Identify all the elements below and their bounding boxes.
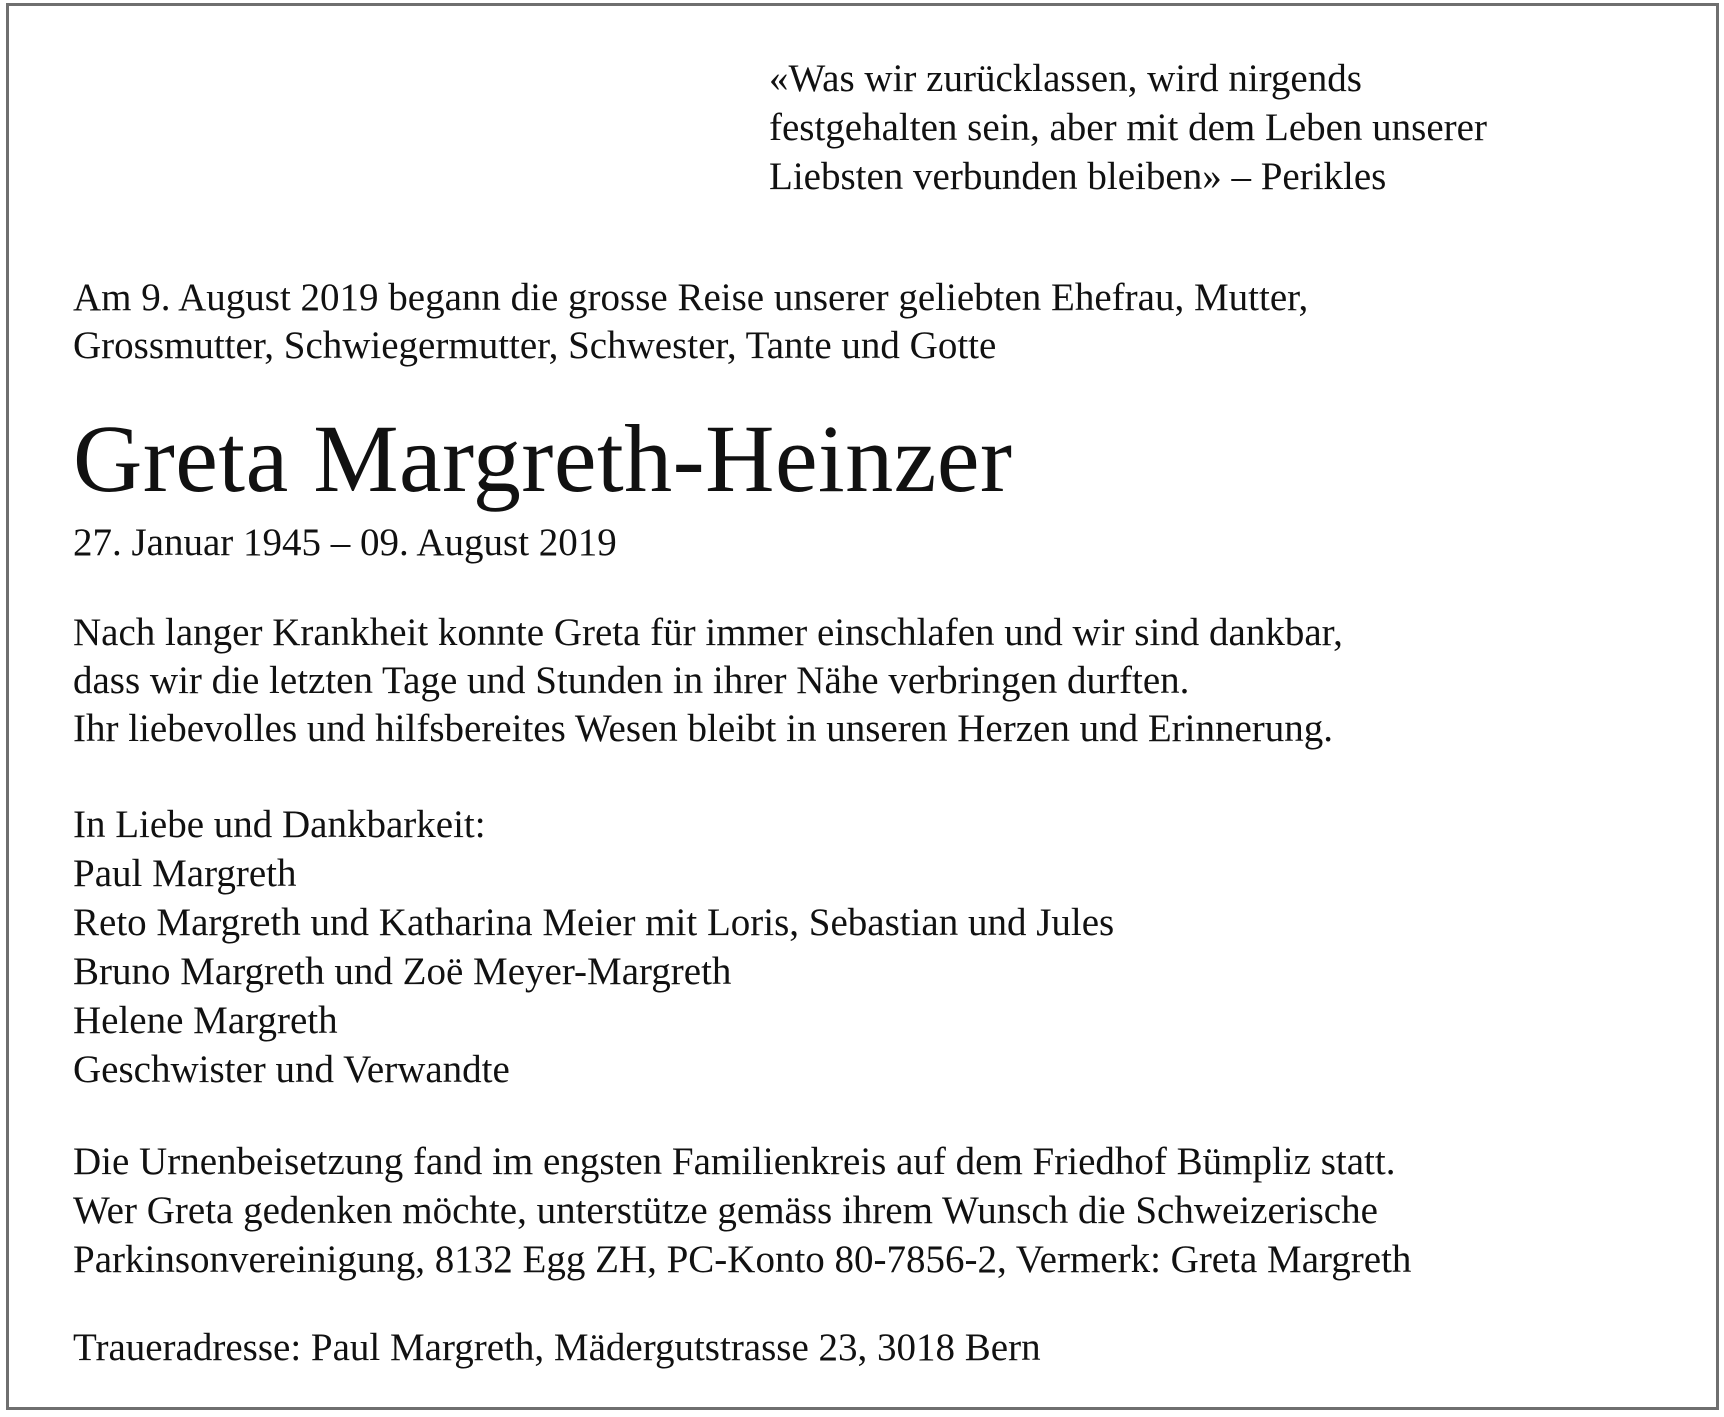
mourner-name: Geschwister und Verwandte	[73, 1048, 510, 1091]
burial-line: Die Urnenbeisetzung fand im engsten Familienkreis auf dem Friedhof Bümpliz statt.	[73, 1140, 1396, 1183]
mourner-name: Helene Margreth	[73, 999, 338, 1042]
mourner-name: Paul Margreth	[73, 852, 297, 895]
life-dates: 27. Januar 1945 – 09. August 2019	[73, 521, 617, 564]
epigraph-quote	[769, 54, 1699, 201]
mourning-address: Traueradresse: Paul Margreth, Mädergutstrasse 23, 3018 Bern	[73, 1326, 1041, 1369]
message-paragraph	[73, 609, 1343, 753]
burial-line: Parkinsonvereinigung, 8132 Egg ZH, PC-Konto 80-7856-2, Vermerk: Greta Margreth	[73, 1238, 1412, 1281]
burial-line: Wer Greta gedenken möchte, unterstütze gemäss ihrem Wunsch die Schweizerische	[73, 1189, 1378, 1232]
intro-text	[73, 274, 1308, 370]
quote-line: «Was wir zurücklassen, wird nirgends	[769, 57, 1362, 100]
mourner-name: Reto Margreth und Katharina Meier mit Loris, Sebastian und Jules	[73, 901, 1115, 944]
message-line: dass wir die letzten Tage und Stunden in ihrer Nähe verbringen durften.	[73, 659, 1190, 702]
mourner-name: Bruno Margreth und Zoë Meyer-Margreth	[73, 950, 732, 993]
quote-line: Liebsten verbunden bleiben» – Perikles	[769, 155, 1387, 198]
obituary-frame	[6, 3, 1719, 1410]
quote-line: festgehalten sein, aber mit dem Leben unserer	[769, 106, 1487, 149]
intro-line: Grossmutter, Schwiegermutter, Schwester, Tante und Gotte	[73, 324, 997, 367]
intro-line: Am 9. August 2019 begann die grosse Reise unserer geliebten Ehefrau, Mutter,	[73, 276, 1309, 319]
deceased-name: Greta Margreth-Heinzer	[73, 405, 1013, 512]
mourners-heading: In Liebe und Dankbarkeit:	[73, 803, 486, 846]
message-line: Nach langer Krankheit konnte Greta für immer einschlafen und wir sind dankbar,	[73, 611, 1343, 654]
message-line: Ihr liebevolles und hilfsbereites Wesen bleibt in unseren Herzen und Erinnerung.	[73, 707, 1334, 750]
burial-notice	[73, 1137, 1411, 1284]
mourners-list	[73, 800, 1114, 1094]
